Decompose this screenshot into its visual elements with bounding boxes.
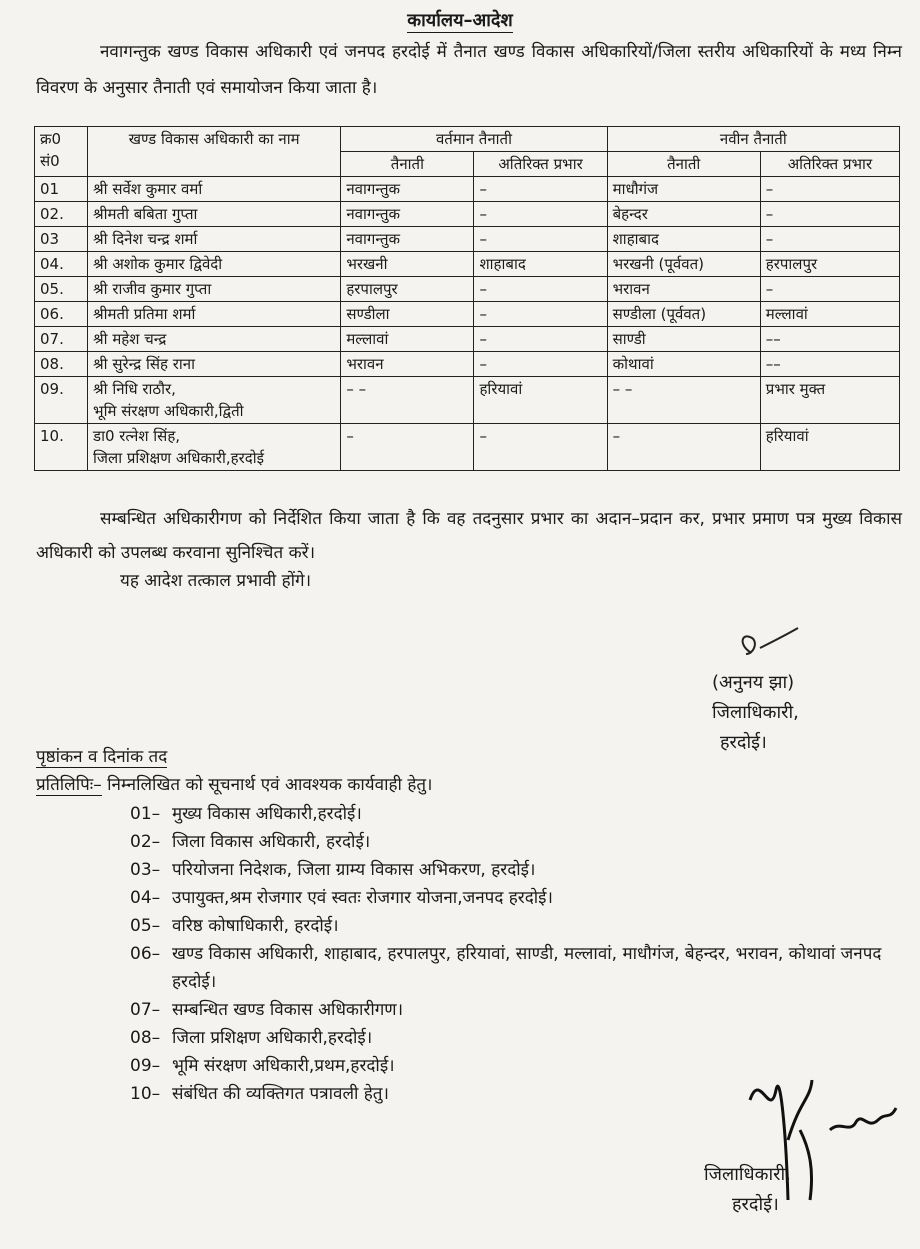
signatory2-designation: जिलाधिकारी, bbox=[704, 1164, 791, 1185]
cell-serial: 05. bbox=[35, 277, 88, 302]
col-current-posting: तैनाती bbox=[341, 152, 474, 177]
table-body bbox=[35, 177, 900, 471]
cell-current-additional: – bbox=[474, 424, 607, 471]
list-item-number: 10– bbox=[130, 1084, 161, 1104]
list-item-number: 08– bbox=[130, 1028, 161, 1048]
table-row bbox=[35, 377, 900, 424]
signatory-designation: जिलाधिकारी, bbox=[712, 702, 799, 723]
signatory2-place: हरदोई। bbox=[732, 1194, 779, 1215]
list-item-text: जिला विकास अधिकारी, हरदोई। bbox=[172, 832, 371, 852]
table-row bbox=[35, 424, 900, 471]
list-item-number: 05– bbox=[130, 916, 161, 936]
cell-current-posting: भरखनी bbox=[341, 252, 474, 277]
cell-officer-name bbox=[88, 327, 341, 352]
table-row bbox=[35, 202, 900, 227]
cell-new-additional: –– bbox=[760, 352, 899, 377]
cell-serial: 02. bbox=[35, 202, 88, 227]
col-current-additional: अतिरिक्त प्रभार bbox=[474, 152, 607, 177]
list-item-number: 01– bbox=[130, 804, 161, 824]
cell-current-additional: हरियावां bbox=[474, 377, 607, 424]
list-item-text: भूमि संरक्षण अधिकारी,प्रथम,हरदोई। bbox=[172, 1056, 395, 1076]
cell-current-posting: सण्डीला bbox=[341, 302, 474, 327]
copy-label: प्रतिलिपिः– bbox=[36, 775, 102, 795]
table-row bbox=[35, 302, 900, 327]
table-row bbox=[35, 277, 900, 302]
cell-current-posting: नवागन्तुक bbox=[341, 202, 474, 227]
cell-current-additional: – bbox=[474, 177, 607, 202]
list-item-text: वरिष्ठ कोषाधिकारी, हरदोई। bbox=[172, 916, 339, 936]
cell-officer-name bbox=[88, 277, 341, 302]
list-item-text: संबंधित की व्यक्तिगत पत्रावली हेतु। bbox=[172, 1084, 389, 1104]
cell-new-posting: शाहाबाद bbox=[607, 227, 760, 252]
cell-current-additional: – bbox=[474, 327, 607, 352]
cell-new-additional: मल्लावां bbox=[760, 302, 899, 327]
list-item-text: खण्ड विकास अधिकारी, शाहाबाद, हरपालपुर, हरियावां, साण्डी, मल्लावां, माधौगंज, बेहन्दर, भरावन, कोथावां जनपद हरदोई। bbox=[172, 944, 882, 992]
copy-to-line bbox=[36, 772, 433, 795]
officer-name-line: श्री दिनेश चन्द्र शर्मा bbox=[93, 230, 198, 248]
list-item bbox=[130, 800, 910, 828]
col-officer-name: खण्ड विकास अधिकारी का नाम bbox=[88, 127, 341, 177]
cell-serial: 10. bbox=[35, 424, 88, 471]
cell-current-posting: नवागन्तुक bbox=[341, 177, 474, 202]
copy-text: निम्नलिखित को सूचनार्थ एवं आवश्यक कार्यवाही हेतु। bbox=[107, 775, 433, 795]
cropped-header-strip bbox=[60, 0, 480, 6]
cell-new-posting: कोथावां bbox=[607, 352, 760, 377]
officer-name-line: श्रीमती बबिता गुप्ता bbox=[93, 205, 198, 223]
list-item-text: परियोजना निदेशक, जिला ग्राम्य विकास अभिकरण, हरदोई। bbox=[172, 860, 536, 880]
cell-officer-name bbox=[88, 377, 341, 424]
cell-new-posting: – bbox=[607, 424, 760, 471]
cell-new-additional: प्रभार मुक्त bbox=[760, 377, 899, 424]
signature-mark-top bbox=[720, 624, 800, 674]
cell-current-posting: – bbox=[341, 424, 474, 471]
cell-new-additional: – bbox=[760, 202, 899, 227]
list-item-text: जिला प्रशिक्षण अधिकारी,हरदोई। bbox=[172, 1028, 373, 1048]
list-item bbox=[130, 1024, 910, 1052]
officer-name-line: श्री सर्वेश कुमार वर्मा bbox=[93, 180, 203, 198]
list-item bbox=[130, 996, 910, 1024]
table-header-row bbox=[35, 127, 900, 152]
directive-paragraph: सम्बन्धित अधिकारीगण को निर्देशित किया जाता है कि वह तदनुसार प्रभार का अदान–प्रदान कर, प्रभार प्रमाण पत्र मुख्य विकास अधिकारी को उपलब्ध करवाना सुनिश्चित करें। bbox=[36, 509, 902, 563]
col-group-current: वर्तमान तैनाती bbox=[341, 127, 607, 152]
cell-new-additional: हरपालपुर bbox=[760, 252, 899, 277]
endorsement-line: पृष्ठांकन व दिनांक तद bbox=[36, 747, 168, 767]
cell-new-additional: –– bbox=[760, 327, 899, 352]
cell-current-posting: – – bbox=[341, 377, 474, 424]
col-new-additional: अतिरिक्त प्रभार bbox=[760, 152, 899, 177]
officer-name-line: श्रीमती प्रतिमा शर्मा bbox=[93, 305, 196, 323]
list-item bbox=[130, 828, 910, 856]
cell-new-additional: – bbox=[760, 227, 899, 252]
cell-serial: 06. bbox=[35, 302, 88, 327]
cell-officer-name bbox=[88, 302, 341, 327]
list-item-text: मुख्य विकास अधिकारी,हरदोई। bbox=[172, 804, 362, 824]
cell-serial: 01 bbox=[35, 177, 88, 202]
officer-title-line: जिला प्रशिक्षण अधिकारी,हरदोई bbox=[93, 449, 264, 467]
order-title: कार्यालय–आदेश bbox=[407, 10, 513, 31]
cell-serial: 07. bbox=[35, 327, 88, 352]
list-item-number: 03– bbox=[130, 860, 161, 880]
intro-paragraph: नवागन्तुक खण्ड विकास अधिकारी एवं जनपद हरदोई में तैनात खण्ड विकास अधिकारियों/जिला स्तरीय अधिकारियों के मध्य निम्न विवरण के अनुसार तैनाती एवं समायोजन किया जाता है। bbox=[36, 42, 902, 98]
cell-serial: 08. bbox=[35, 352, 88, 377]
list-item bbox=[130, 940, 910, 996]
cell-new-posting: भरखनी (पूर्ववत) bbox=[607, 252, 760, 277]
effect-line: यह आदेश तत्काल प्रभावी होंगे। bbox=[120, 571, 312, 591]
col-new-posting: तैनाती bbox=[607, 152, 760, 177]
table-row bbox=[35, 227, 900, 252]
list-item bbox=[130, 912, 910, 940]
signature-block-top bbox=[712, 668, 799, 758]
officer-name-line: श्री अशोक कुमार द्विवेदी bbox=[93, 255, 223, 273]
list-item-text: सम्बन्धित खण्ड विकास अधिकारीगण। bbox=[172, 1000, 404, 1020]
list-item-text: उपायुक्त,श्रम रोजगार एवं स्वतः रोजगार योजना,जनपद हरदोई। bbox=[172, 888, 553, 908]
cell-officer-name bbox=[88, 424, 341, 471]
list-item-number: 07– bbox=[130, 1000, 161, 1020]
officer-name-line: श्री सुरेन्द्र सिंह राना bbox=[93, 355, 195, 373]
cell-new-posting: बेहन्दर bbox=[607, 202, 760, 227]
cell-officer-name bbox=[88, 202, 341, 227]
cell-officer-name bbox=[88, 352, 341, 377]
cell-current-additional: – bbox=[474, 227, 607, 252]
cell-current-additional: – bbox=[474, 302, 607, 327]
cell-new-posting: माधौगंज bbox=[607, 177, 760, 202]
list-item-number: 09– bbox=[130, 1056, 161, 1076]
list-item bbox=[130, 856, 910, 884]
list-item-number: 02– bbox=[130, 832, 161, 852]
cell-officer-name bbox=[88, 227, 341, 252]
posting-table bbox=[34, 126, 900, 471]
cell-current-posting: नवागन्तुक bbox=[341, 227, 474, 252]
cell-officer-name bbox=[88, 177, 341, 202]
cell-new-additional: हरियावां bbox=[760, 424, 899, 471]
cell-current-additional: – bbox=[474, 277, 607, 302]
cell-current-additional: – bbox=[474, 352, 607, 377]
cell-new-posting: सण्डीला (पूर्ववत) bbox=[607, 302, 760, 327]
cell-current-additional: – bbox=[474, 202, 607, 227]
cell-officer-name bbox=[88, 252, 341, 277]
signature-block-bottom bbox=[704, 1160, 791, 1220]
col-serial: क्र0 सं0 bbox=[35, 127, 88, 177]
cell-serial: 04. bbox=[35, 252, 88, 277]
table-row bbox=[35, 252, 900, 277]
cell-current-posting: भरावन bbox=[341, 352, 474, 377]
cell-new-posting: भरावन bbox=[607, 277, 760, 302]
list-item-number: 06– bbox=[130, 944, 161, 964]
cell-new-additional: – bbox=[760, 177, 899, 202]
list-item-number: 04– bbox=[130, 888, 161, 908]
cell-new-posting: साण्डी bbox=[607, 327, 760, 352]
officer-title-line: भूमि संरक्षण अधिकारी,द्विती bbox=[93, 402, 244, 420]
table-row bbox=[35, 327, 900, 352]
officer-name-line: श्री राजीव कुमार गुप्ता bbox=[93, 280, 212, 298]
officer-name-line: श्री महेश चन्द्र bbox=[93, 330, 167, 348]
list-item bbox=[130, 884, 910, 912]
col-group-new: नवीन तैनाती bbox=[607, 127, 899, 152]
cell-new-additional: – bbox=[760, 277, 899, 302]
table-row bbox=[35, 177, 900, 202]
cell-current-posting: हरपालपुर bbox=[341, 277, 474, 302]
signatory-place: हरदोई। bbox=[720, 732, 767, 753]
cell-serial: 03 bbox=[35, 227, 88, 252]
officer-name-line: डा0 रत्नेश सिंह, bbox=[93, 427, 181, 445]
table-row bbox=[35, 352, 900, 377]
officer-name-line: श्री निधि राठौर, bbox=[93, 380, 176, 398]
cell-serial: 09. bbox=[35, 377, 88, 424]
signatory-name: (अनुनय झा) bbox=[712, 672, 795, 693]
cell-new-posting: – – bbox=[607, 377, 760, 424]
cell-current-additional: शाहाबाद bbox=[474, 252, 607, 277]
cell-current-posting: मल्लावां bbox=[341, 327, 474, 352]
